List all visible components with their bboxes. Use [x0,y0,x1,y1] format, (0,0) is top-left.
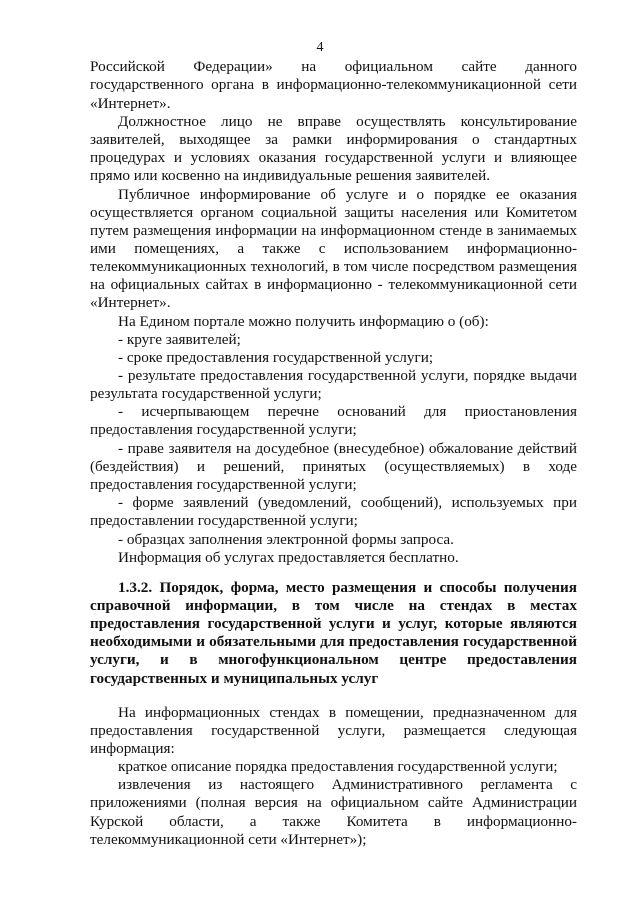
text-line: - результате предоставления государственной услуги, порядке выдачи [118,367,577,384]
text-line: Курской области, а также Комитета в информационно- [90,813,577,830]
text-line: - праве заявителя на досудебное (внесудебное) обжалование действий [118,440,577,457]
text-line: путем размещения информации на информационном стенде в занимаемых [90,222,577,239]
text-line: - круге заявителей; [118,331,241,348]
text-line: Российской Федерации» на официальном сайте данного [90,58,577,75]
text-line: - форме заявлений (уведомлений, сообщений), используемых при [118,494,577,511]
text-line: результата государственной услуги; [90,385,322,402]
text-line: услуги, и в многофункциональном центре предоставления [90,651,577,668]
text-line: на официальных сайтах в информационно - телекоммуникационной сети [90,276,577,293]
text-line: предоставления государственной услуги; [90,421,357,438]
text-line: 1.3.2. Порядок, форма, место размещения и способы получения [118,579,577,596]
text-line: приложениями (полная версия на официальном сайте Администрации [90,794,577,811]
text-line: предоставления государственной услуги; [90,476,357,493]
page-number: 4 [316,40,324,55]
text-line: краткое описание порядка предоставления государственной услуги; [118,758,558,775]
text-line: ими помещениях, а также с использованием информационно- [90,240,577,257]
text-line: государственного органа в информационно-телекоммуникационной сети [90,76,577,93]
text-line: «Интернет». [90,294,171,311]
text-line: необходимыми и обязательными для предоставления государственной [90,633,577,650]
text-line: информация: [90,740,175,757]
text-line: На информационных стендах в помещении, предназначенном для [118,704,577,721]
text-line: государственных и муниципальных услуг [90,670,379,687]
text-line: прямо или косвенно на индивидуальные решения заявителей. [90,167,491,184]
text-line: предоставления государственной услуги и услуг, которые являются [90,615,577,632]
text-line: телекоммуникационной сети «Интернет»); [90,831,367,848]
text-line: Должностное лицо не вправе осуществлять консультирование [118,113,577,130]
text-line: - исчерпывающем перечне оснований для приостановления [118,403,577,420]
text-line: телекоммуникационных технологий, в том числе посредством размещения [90,258,577,275]
text-line: Публичное информирование об услуге и о порядке ее оказания [118,186,577,203]
text-line: осуществляется органом социальной защиты населения или Комитетом [90,204,577,221]
text-line: (бездействия) и решений, принятых (осуществляемых) в ходе [90,458,577,475]
text-line: Информация об услугах предоставляется бесплатно. [118,549,459,566]
text-line: предоставления государственной услуги, размещается следующая [90,722,577,739]
text-line: На Едином портале можно получить информацию о (об): [118,313,489,330]
text-line: справочной информации, в том числе на стендах в местах [90,597,577,614]
text-line: извлечения из настоящего Административного регламента с [118,776,577,793]
text-line: процедурах и условиях оказания государственной услуги и влияющее [90,149,577,166]
text-line: «Интернет». [90,95,171,112]
text-line: заявителей, выходящее за рамки информирования о стандартных [90,131,577,148]
text-line: предоставлении государственной услуги; [90,512,358,529]
text-line: - образцах заполнения электронной формы запроса. [118,531,454,548]
text-line: - сроке предоставления государственной услуги; [118,349,434,366]
